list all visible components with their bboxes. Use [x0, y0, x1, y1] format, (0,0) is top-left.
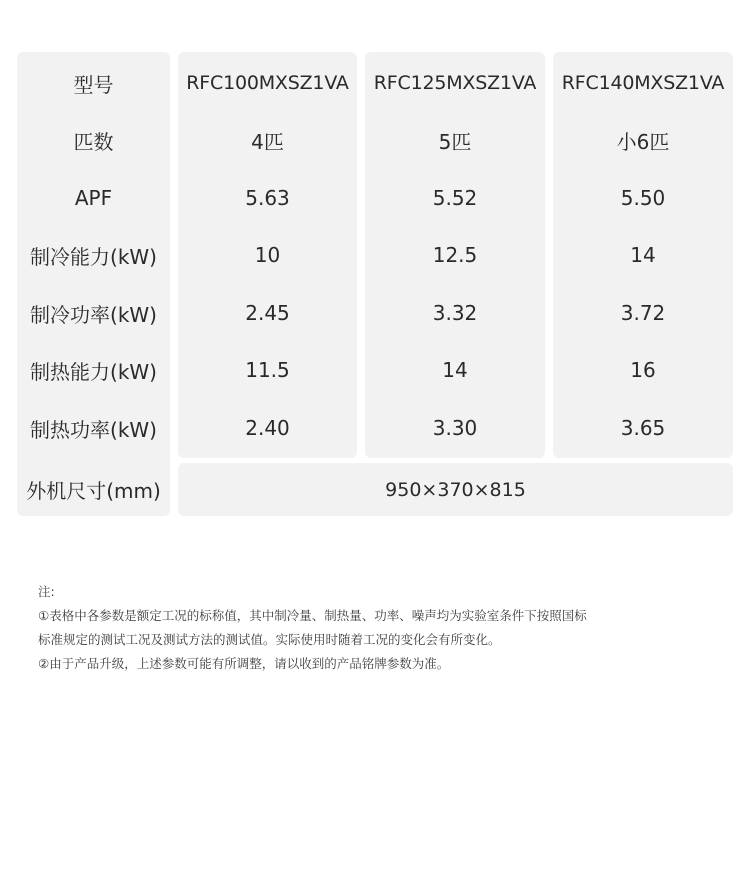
row-label-model: 型号 — [73, 72, 114, 97]
table-cell: 16 — [630, 358, 656, 382]
row-label-cooling-capacity: 制冷能力(kW) — [30, 244, 157, 269]
table-cell: 12.5 — [432, 243, 478, 267]
table-cell: 3.72 — [620, 301, 666, 325]
row-label-outdoor-dimensions: 外机尺寸(mm) — [26, 479, 161, 503]
table-cell: 14 — [630, 243, 656, 267]
table-cell: 4匹 — [251, 129, 284, 154]
table-cell: 5.63 — [245, 186, 290, 210]
model-name-rfc140: RFC140MXSZ1VA — [561, 72, 725, 94]
table-cell: 5.50 — [620, 186, 666, 210]
row-label-horsepower: 匹数 — [73, 129, 114, 154]
table-cell: 3.32 — [432, 301, 478, 325]
table-cell: 5匹 — [438, 129, 472, 154]
table-cell: 14 — [442, 358, 468, 382]
table-cell: 10 — [254, 243, 281, 267]
outdoor-dimensions-value: 950×370×815 — [385, 478, 526, 501]
table-cell: 2.40 — [245, 416, 290, 440]
table-cell: 小6匹 — [616, 129, 670, 154]
row-label-cooling-power: 制冷功率(kW) — [30, 302, 157, 327]
notes-line: ①表格中各参数是额定工况的标称值，其中制冷量、制热量、功率、噪声均为实验室条件下按照国标 — [38, 608, 587, 623]
row-label-heating-power: 制热功率(kW) — [30, 417, 157, 442]
row-label-heating-capacity: 制热能力(kW) — [30, 359, 157, 384]
notes-section — [38, 580, 718, 676]
notes-line: ②由于产品升级，上述参数可能有所调整，请以收到的产品铭牌参数为准。 — [38, 656, 450, 671]
table-cell: 5.52 — [432, 186, 478, 210]
notes-heading: 注: — [38, 584, 55, 599]
table-cell: 11.5 — [245, 358, 290, 382]
table-cell: 2.45 — [245, 301, 290, 325]
table-cell: 3.30 — [432, 416, 478, 440]
notes-line: 标准规定的测试工况及测试方法的测试值。实际使用时随着工况的变化会有所变化。 — [38, 632, 501, 647]
table-cell: 3.65 — [620, 416, 666, 440]
model-name-rfc125: RFC125MXSZ1VA — [373, 72, 537, 94]
model-name-rfc100: RFC100MXSZ1VA — [186, 72, 349, 94]
row-label-apf: APF — [74, 186, 113, 210]
